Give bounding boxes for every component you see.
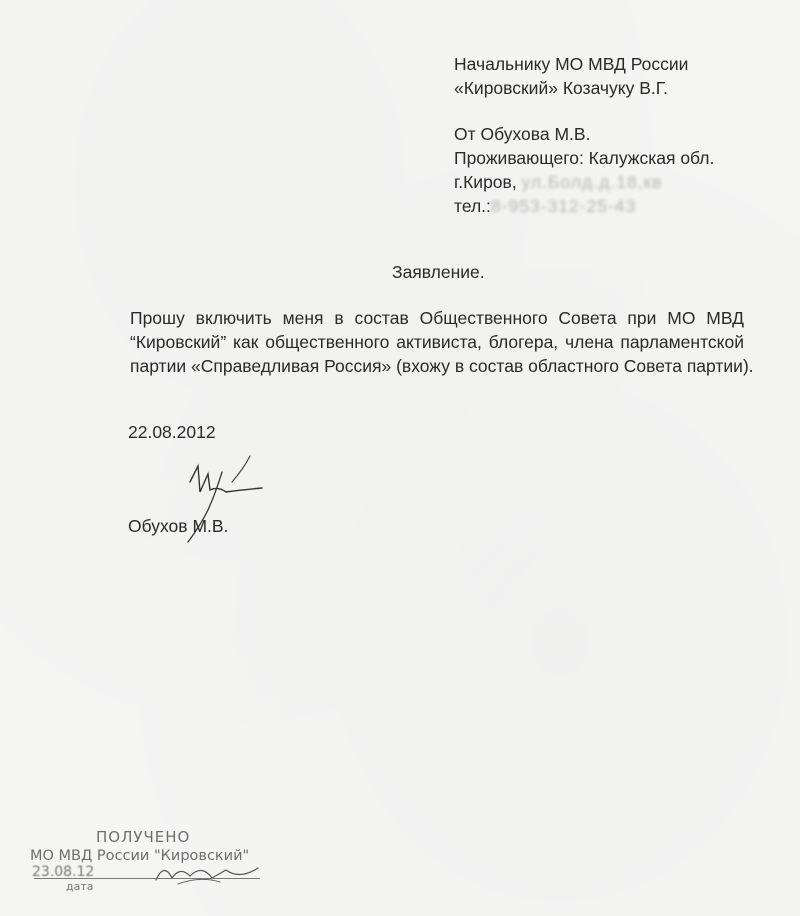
sender-phone [454, 194, 714, 218]
document-date: 22.08.2012 [128, 422, 216, 442]
phone-label: тел.: [454, 196, 491, 216]
sender-address [454, 170, 714, 194]
redacted-phone: 8-953-312-25-43 [490, 196, 637, 216]
addressee-block [454, 52, 714, 218]
sender-residence: Проживающего: Калужская обл. [454, 148, 715, 168]
redacted-address: ул.Болд.д.18,кв [521, 172, 663, 192]
stamp-date-value: 23.08.12 [32, 864, 95, 880]
stamp-signature [150, 858, 270, 888]
addressee-position: Начальнику МО МВД России [454, 54, 689, 74]
stamp-date-label: дата [66, 880, 94, 893]
stamp-divider [34, 878, 260, 879]
sender-city: г.Киров, [454, 172, 517, 192]
document-body [128, 306, 754, 378]
stamp-organization: МО МВД России "Кировский" [30, 848, 250, 864]
body-line-3: партии «Справедливая Россия» (вхожу в состав областного Совета партии). [130, 356, 754, 376]
document-title: Заявление. [392, 262, 485, 282]
received-stamp [30, 828, 280, 908]
signer-name: Обухов М.В. [128, 516, 229, 536]
body-line-1: Прошу включить меня в состав Общественного Совета при МО МВД [130, 308, 744, 328]
sender-name: От Обухова М.В. [454, 124, 591, 144]
stamp-title: ПОЛУЧЕНО [96, 828, 191, 846]
body-line-2: “Кировский” как общественного активиста, блогера, члена парламентской [130, 332, 744, 352]
addressee-name: «Кировский» Козачуку В.Г. [454, 78, 668, 98]
